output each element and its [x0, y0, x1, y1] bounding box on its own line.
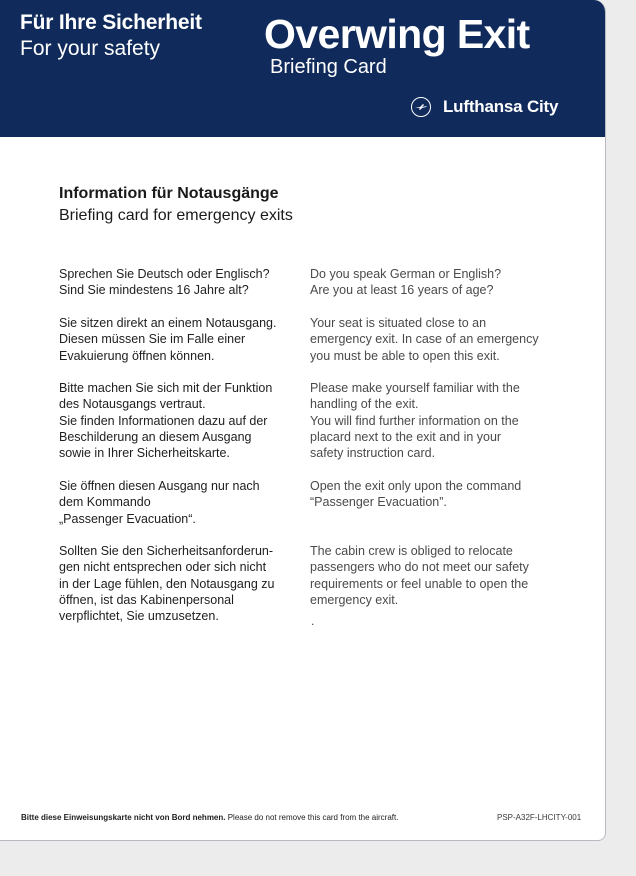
crane-logo-icon	[411, 97, 431, 117]
paragraph-en: Please make yourself familiar with the handling of the exit. You will find further information on the placard next to the exit and in your safety instruction card.	[310, 381, 520, 461]
footer-note-de: Bitte diese Einweisungskarte nicht von Bord nehmen.	[21, 813, 226, 822]
paragraph-de: Sie öffnen diesen Ausgang nur nach dem Kommando „Passenger Evacuation“.	[59, 479, 260, 526]
section-title-en: Briefing card for emergency exits	[59, 207, 293, 224]
brand-name: Lufthansa City	[443, 97, 559, 116]
paragraph-de: Sie sitzen direkt an einem Notausgang. Diesen müssen Sie im Falle einer Evakuierung öffnen können.	[59, 316, 277, 363]
footer-note-en: Please do not remove this card from the aircraft.	[227, 813, 399, 822]
paragraph-de: Sprechen Sie Deutsch oder Englisch? Sind Sie mindestens 16 Jahre alt?	[59, 267, 270, 298]
card-code: PSP-A32F-LHCITY-001	[497, 813, 582, 822]
paragraph-de: Sollten Sie den Sicherheitsanforderun- gen nicht entsprechen oder sich nicht in der Lage fühlen, den Notausgang zu öffnen, ist das Kabinenpersonal verpflichtet, Sie umzusetzen.	[59, 544, 275, 624]
card-header	[0, 0, 605, 137]
paragraph-en: Your seat is situated close to an emergency exit. In case of an emergency you must be able to open this exit.	[310, 316, 539, 363]
card-subtitle: Briefing Card	[270, 56, 387, 78]
paragraph-en: The cabin crew is obliged to relocate passengers who do not meet our safety requirements or feel unable to open the emergency exit.	[310, 544, 529, 607]
card-title: Overwing Exit	[264, 11, 530, 57]
header-title-de: Für Ihre Sicherheit	[20, 11, 202, 34]
paragraph-de: Bitte machen Sie sich mit der Funktion des Notausgangs vertraut. Sie finden Informationen dazu auf der Beschilderung an diesem Ausgang sowie in Ihrer Sicherheitskarte.	[59, 381, 273, 461]
stray-mark: .	[311, 614, 315, 628]
footer-note	[21, 813, 398, 822]
paragraph-en: Do you speak German or English? Are you at least 16 years of age?	[310, 267, 502, 298]
paragraph-en: Open the exit only upon the command “Passenger Evacuation”.	[310, 479, 522, 510]
header-title-en: For your safety	[20, 37, 161, 60]
section-title-de: Information für Notausgänge	[59, 185, 279, 202]
brand-logo	[411, 97, 558, 117]
